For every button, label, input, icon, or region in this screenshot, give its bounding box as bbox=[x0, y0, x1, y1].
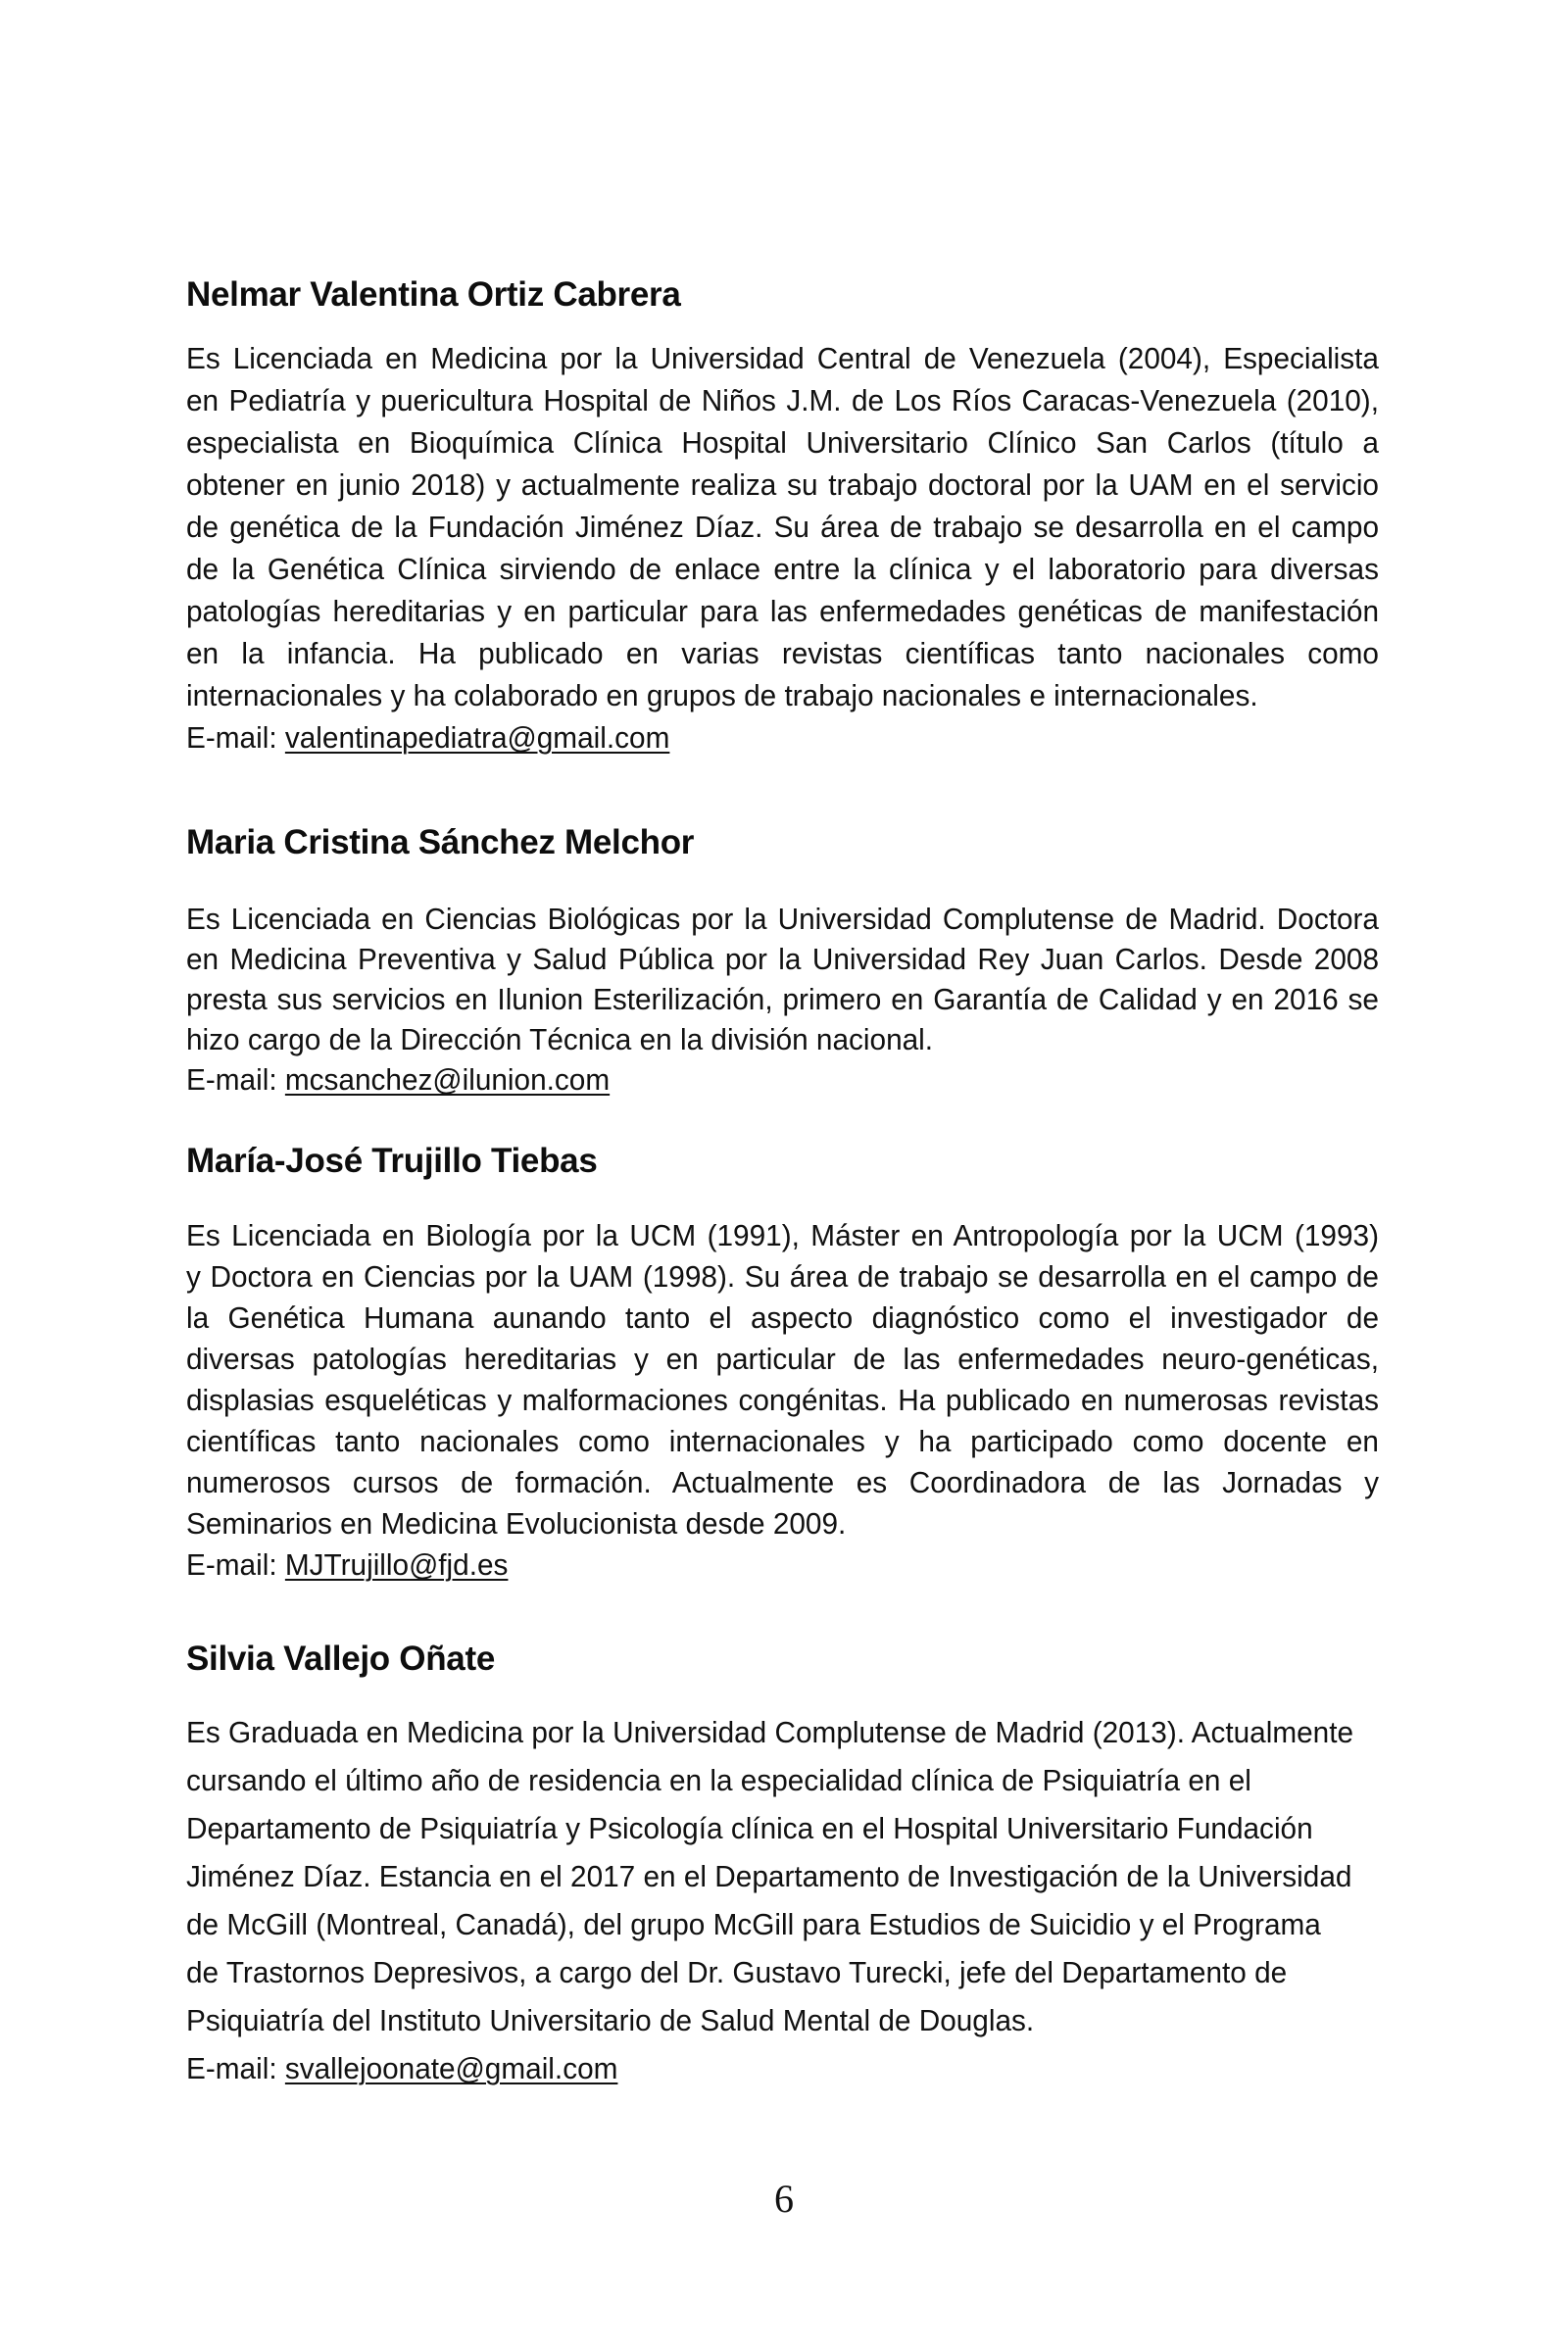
bio-line: en Medicina Preventiva y Salud Pública por la Universidad Rey Juan Carlos. Desde 2008 bbox=[186, 942, 1379, 976]
bio-line: Es Graduada en Medicina por la Universidad Complutense de Madrid (2013). Actualmente bbox=[186, 1715, 1354, 1749]
bio-line: patologías hereditarias y en particular para las enfermedades genéticas de manifestación bbox=[186, 594, 1379, 628]
author-name-heading: Maria Cristina Sánchez Melchor bbox=[186, 823, 695, 861]
author-bio bbox=[186, 899, 1379, 1100]
bio-line: hizo cargo de la Dirección Técnica en la división nacional. bbox=[186, 1022, 934, 1056]
email-link[interactable]: mcsanchez@ilunion.com bbox=[284, 1062, 611, 1097]
bio-line: cursando el último año de residencia en la especialidad clínica de Psiquiatría en el bbox=[186, 1763, 1251, 1797]
email-label: E-mail: bbox=[186, 720, 285, 755]
bio-line: científicas tanto nacionales como internacionales y ha participado como docente en bbox=[186, 1424, 1379, 1458]
bio-line: en la infancia. Ha publicado en varias revistas científicas tanto nacionales como bbox=[186, 636, 1379, 670]
author-name-heading: Nelmar Valentina Ortiz Cabrera bbox=[186, 275, 681, 314]
email-label: E-mail: bbox=[186, 1547, 285, 1582]
bio-line: Es Licenciada en Medicina por la Universidad Central de Venezuela (2004), Especialista bbox=[186, 341, 1379, 375]
author-bio bbox=[186, 337, 1379, 759]
author-bio bbox=[186, 1215, 1379, 1586]
bio-line: displasias esqueléticas y malformaciones congénitas. Ha publicado en numerosas revistas bbox=[186, 1383, 1379, 1417]
bio-line: de genética de la Fundación Jiménez Díaz. Su área de trabajo se desarrolla en el campo bbox=[186, 510, 1379, 544]
author-name-heading: María-José Trujillo Tiebas bbox=[186, 1142, 598, 1180]
bio-line: diversas patologías hereditarias y en particular de las enfermedades neuro-genéticas, bbox=[186, 1342, 1379, 1376]
email-label: E-mail: bbox=[186, 1062, 285, 1097]
bio-line: de McGill (Montreal, Canadá), del grupo McGill para Estudios de Suicidio y el Programa bbox=[186, 1907, 1321, 1941]
bio-line: presta sus servicios en Ilunion Esterilización, primero en Garantía de Calidad y en 2016 se bbox=[186, 982, 1379, 1016]
bio-line: Es Licenciada en Ciencias Biológicas por la Universidad Complutense de Madrid. Doctora bbox=[186, 902, 1379, 936]
bio-line: la Genética Humana aunando tanto el aspecto diagnóstico como el investigador de bbox=[186, 1300, 1379, 1335]
bio-line: de Trastornos Depresivos, a cargo del Dr. Gustavo Turecki, jefe del Departamento de bbox=[186, 1955, 1288, 1989]
email-link[interactable]: MJTrujillo@fjd.es bbox=[284, 1547, 509, 1582]
bio-line: numerosos cursos de formación. Actualmente es Coordinadora de las Jornadas y bbox=[186, 1465, 1379, 1499]
bio-line: y Doctora en Ciencias por la UAM (1998). Su área de trabajo se desarrolla en el campo de bbox=[186, 1259, 1379, 1294]
bio-line: en Pediatría y puericultura Hospital de Niños J.M. de Los Ríos Caracas-Venezuela (2010), bbox=[186, 383, 1379, 417]
bio-line: Departamento de Psiquiatría y Psicología clínica en el Hospital Universitario Fundación bbox=[186, 1811, 1313, 1845]
bio-line: especialista en Bioquímica Clínica Hospital Universitario Clínico San Carlos (título a bbox=[186, 425, 1379, 460]
bio-line: Seminarios en Medicina Evolucionista desde 2009. bbox=[186, 1506, 847, 1541]
email-row bbox=[186, 1059, 1379, 1100]
email-link[interactable]: valentinapediatra@gmail.com bbox=[284, 720, 670, 755]
bio-line: obtener en junio 2018) y actualmente realiza su trabajo doctoral por la UAM en el servicio bbox=[186, 467, 1379, 502]
bio-line: Jiménez Díaz. Estancia en el 2017 en el Departamento de Investigación de la Universidad bbox=[186, 1859, 1352, 1893]
email-row bbox=[186, 1544, 1379, 1586]
email-link[interactable]: svallejoonate@gmail.com bbox=[284, 2051, 618, 2085]
email-row bbox=[186, 716, 1379, 759]
author-name-heading: Silvia Vallejo Oñate bbox=[186, 1640, 495, 1678]
bio-line: Es Licenciada en Biología por la UCM (1991), Máster en Antropología por la UCM (1993) bbox=[186, 1218, 1379, 1252]
bio-line: de la Genética Clínica sirviendo de enlace entre la clínica y el laboratorio para diversas bbox=[186, 552, 1379, 586]
email-row bbox=[186, 2044, 1379, 2092]
bio-line: Psiquiatría del Instituto Universitario de Salud Mental de Douglas. bbox=[186, 2003, 1035, 2037]
email-label: E-mail: bbox=[186, 2051, 285, 2085]
page-number: 6 bbox=[774, 2177, 794, 2221]
author-bio bbox=[186, 1708, 1379, 2092]
bio-line: internacionales y ha colaborado en grupos de trabajo nacionales e internacionales. bbox=[186, 678, 1258, 712]
